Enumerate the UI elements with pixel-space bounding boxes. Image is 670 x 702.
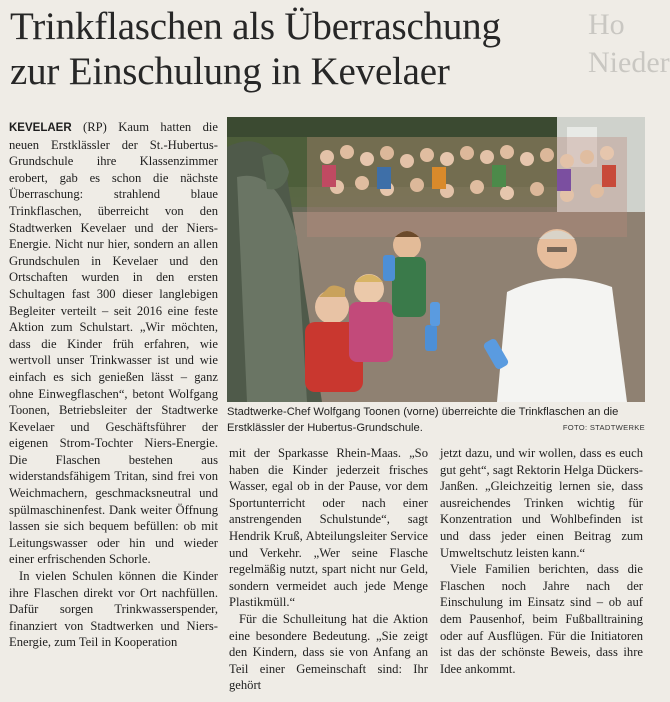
article-column-1 [9, 119, 218, 651]
article-column-3 [440, 445, 643, 677]
col1-paragraph-1 [9, 119, 218, 568]
col1-paragraph-1-text: (RP) Kaum hatten die neuen Erstklässler der St.-Hubertus-Grundschule ihre Klassenzimmer erobert, gab es schon die nächste Überraschung: strahlend blaue Trinkflaschen, überreicht von den Stadtwerken Kevelaer und der Niers-Energie. Nicht nur hier, sondern an allen Grundschulen in Kevelaer und den Ortschaften wurden in den ersten Schultagen fast 300 dieser langlebigen Begleiter verteilt – seit 2016 eine feste Aktion zum Schulstart. „Wir möchten, dass die Kinder früh erfahren, wie wertvoll unser Trinkwasser ist und wie einfach es sich genießen lässt – ganz ohne Einwegflaschen“, betont Wolfgang Toonen, Betriebsleiter der Stadtwerke Kevelaer und Geschäftsführer der eigenen Strom-Tochter Niers-Energie. Die Flaschen bestehen aus widerstandsfähigem Tritan, sind frei von Weichmachern, geschmacksneutral und spülmaschinenfest. Dank weiter Öffnung lassen sie sich bequem befüllen: ob mit Leitungswasser oder hin und wieder einer erfrischenden Schorle. [9, 120, 219, 567]
children-group [307, 137, 627, 237]
photo-illustration [227, 117, 645, 402]
col2-paragraph-1: mit der Sparkasse Rhein-Maas. „So haben die Kinder jederzeit frisches Wasser, egal ob in der Pause, vor dem Sportunterricht oder nach einer anstrengenden Schulstunde“, sagt Hendrik Kruß, Abteilungsleiter Service und Verkehr. „Wer seine Flasche regelmäßig nutzt, spart nicht nur Geld, sondern vermeidet auch jede Menge Plastikmüll.“ [229, 446, 428, 610]
col3-paragraph-2: Viele Familien berichten, dass die Flaschen noch Jahre nach der Einschulung im Einsatz sind – ob auf dem Pausenhof, beim Fußballtraining oder auf Ausflügen. Für die Initiatoren ist das der schönste Beweis, dass ihre Idee ankommt. [440, 562, 643, 676]
article-photo [227, 117, 645, 402]
col1-paragraph-2: In vielen Schulen können die Kinder ihre Flaschen direkt vor Ort nachfüllen. Dafür sorgen Trinkwasserspender, finanziert von Stadtwerken und Niers-Energie, zum Teil in Kooperation [9, 569, 218, 650]
article-column-2 [229, 445, 428, 694]
neighbor-article-bleed [588, 6, 670, 79]
bleed-line-2: Nieder [588, 46, 670, 79]
headline-line-2: zur Einschulung in Kevelaer [10, 50, 450, 93]
col3-paragraph-1: jetzt dazu, und wir wollen, dass es euch gut geht“, sagt Rektorin Helga Dückers-Janßen. „Gleichzeitig lernen sie, dass ausreichendes Trinken wichtig für Konzentration und Wohlbefinden ist und dass jeder einen Beitrag zum Umweltschutz leisten kann.“ [440, 446, 643, 560]
headline-line-1: Trinkflaschen als Überraschung [10, 5, 501, 48]
photo-credit: FOTO: STADTWERKE [562, 423, 645, 432]
bleed-line-1: Ho [588, 8, 625, 41]
dateline: KEVELAER [9, 122, 72, 134]
col2-paragraph-2: Für die Schulleitung hat die Aktion eine besondere Bedeutung. „Sie zeigt den Kindern, dass sie von Anfang an Teil einer Gemeinschaft sind: Ihr gehört [229, 611, 428, 693]
headline [10, 4, 570, 94]
photo-caption: Stadtwerke-Chef Wolfgang Toonen (vorne) überreichte die Trinkflaschen an die Erstklässler der Hubertus-Grundschule. [227, 406, 619, 434]
